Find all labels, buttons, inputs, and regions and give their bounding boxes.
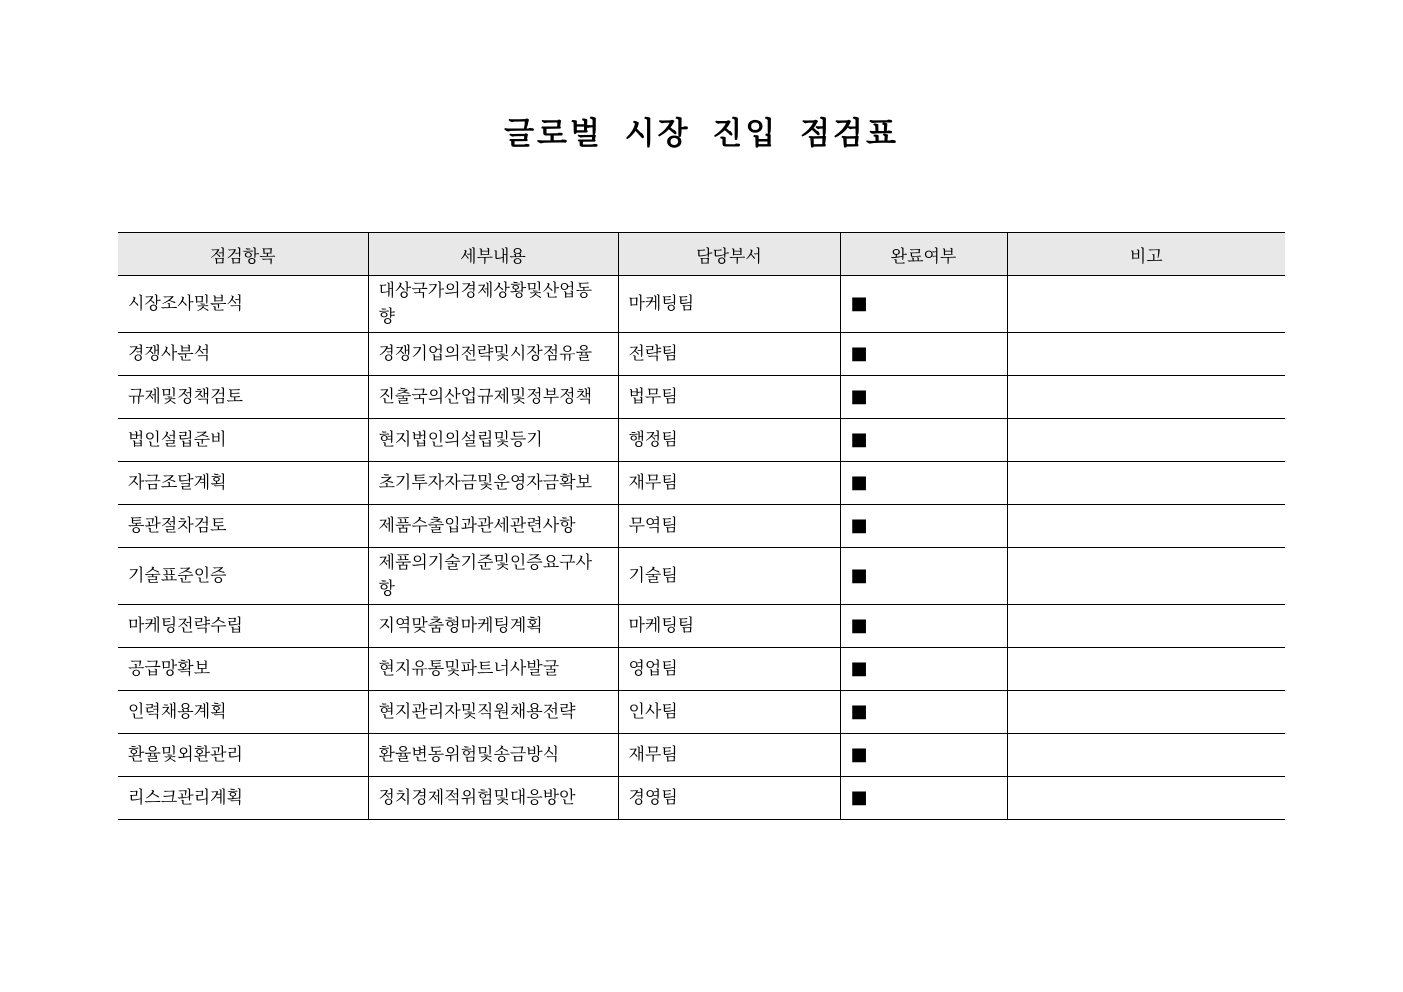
note-cell (1007, 462, 1285, 505)
dept-cell: 법무팀 (618, 376, 840, 419)
dept-cell: 마케팅팀 (618, 605, 840, 648)
table-row (118, 548, 1285, 605)
item-cell: 규제및정책검토 (118, 376, 368, 419)
table-row (118, 376, 1285, 419)
done-checkbox[interactable]: ■ (840, 462, 1007, 505)
item-cell: 마케팅전략수립 (118, 605, 368, 648)
dept-cell: 경영팀 (618, 777, 840, 820)
dept-cell: 영업팀 (618, 648, 840, 691)
detail-cell: 환율변동위험및송금방식 (368, 734, 618, 777)
dept-cell: 기술팀 (618, 548, 840, 605)
note-cell (1007, 333, 1285, 376)
table-row (118, 648, 1285, 691)
dept-cell: 무역팀 (618, 505, 840, 548)
header-note: 비고 (1007, 233, 1285, 276)
table-row (118, 333, 1285, 376)
header-done: 완료여부 (840, 233, 1007, 276)
done-checkbox[interactable]: ■ (840, 734, 1007, 777)
detail-cell: 현지유통및파트너사발굴 (368, 648, 618, 691)
done-checkbox[interactable]: ■ (840, 548, 1007, 605)
done-checkbox[interactable]: ■ (840, 605, 1007, 648)
header-dept: 담당부서 (618, 233, 840, 276)
item-cell: 환율및외환관리 (118, 734, 368, 777)
item-cell: 기술표준인증 (118, 548, 368, 605)
table-row (118, 734, 1285, 777)
item-cell: 인력채용계획 (118, 691, 368, 734)
detail-cell: 경쟁기업의전략및시장점유율 (368, 333, 618, 376)
detail-cell: 대상국가의경제상황및산업동향 (368, 276, 618, 333)
done-checkbox[interactable]: ■ (840, 691, 1007, 734)
table-row (118, 777, 1285, 820)
header-detail: 세부내용 (368, 233, 618, 276)
dept-cell: 마케팅팀 (618, 276, 840, 333)
detail-cell: 지역맞춤형마케팅계획 (368, 605, 618, 648)
dept-cell: 재무팀 (618, 462, 840, 505)
table-row (118, 505, 1285, 548)
detail-cell: 진출국의산업규제및정부정책 (368, 376, 618, 419)
dept-cell: 행정팀 (618, 419, 840, 462)
note-cell (1007, 548, 1285, 605)
done-checkbox[interactable]: ■ (840, 648, 1007, 691)
page-title: 글로벌 시장 진입 점검표 (504, 116, 899, 152)
note-cell (1007, 505, 1285, 548)
note-cell (1007, 777, 1285, 820)
note-cell (1007, 691, 1285, 734)
item-cell: 통관절차검토 (118, 505, 368, 548)
item-cell: 시장조사및분석 (118, 276, 368, 333)
done-checkbox[interactable]: ■ (840, 333, 1007, 376)
table-row (118, 419, 1285, 462)
note-cell (1007, 648, 1285, 691)
note-cell (1007, 419, 1285, 462)
dept-cell: 인사팀 (618, 691, 840, 734)
done-checkbox[interactable]: ■ (840, 777, 1007, 820)
header-row (118, 233, 1285, 276)
item-cell: 경쟁사분석 (118, 333, 368, 376)
note-cell (1007, 605, 1285, 648)
detail-cell: 정치경제적위험및대응방안 (368, 777, 618, 820)
note-cell (1007, 376, 1285, 419)
item-cell: 공급망확보 (118, 648, 368, 691)
header-item: 점검항목 (118, 233, 368, 276)
detail-cell: 제품의기술기준및인증요구사항 (368, 548, 618, 605)
checklist-table (118, 232, 1285, 820)
note-cell (1007, 734, 1285, 777)
item-cell: 법인설립준비 (118, 419, 368, 462)
item-cell: 자금조달계획 (118, 462, 368, 505)
done-checkbox[interactable]: ■ (840, 376, 1007, 419)
table-row (118, 276, 1285, 333)
table-row (118, 605, 1285, 648)
detail-cell: 현지관리자및직원채용전략 (368, 691, 618, 734)
note-cell (1007, 276, 1285, 333)
table-row (118, 462, 1285, 505)
dept-cell: 재무팀 (618, 734, 840, 777)
detail-cell: 현지법인의설립및등기 (368, 419, 618, 462)
done-checkbox[interactable]: ■ (840, 505, 1007, 548)
table-row (118, 691, 1285, 734)
detail-cell: 제품수출입과관세관련사항 (368, 505, 618, 548)
done-checkbox[interactable]: ■ (840, 419, 1007, 462)
dept-cell: 전략팀 (618, 333, 840, 376)
detail-cell: 초기투자자금및운영자금확보 (368, 462, 618, 505)
done-checkbox[interactable]: ■ (840, 276, 1007, 333)
item-cell: 리스크관리계획 (118, 777, 368, 820)
